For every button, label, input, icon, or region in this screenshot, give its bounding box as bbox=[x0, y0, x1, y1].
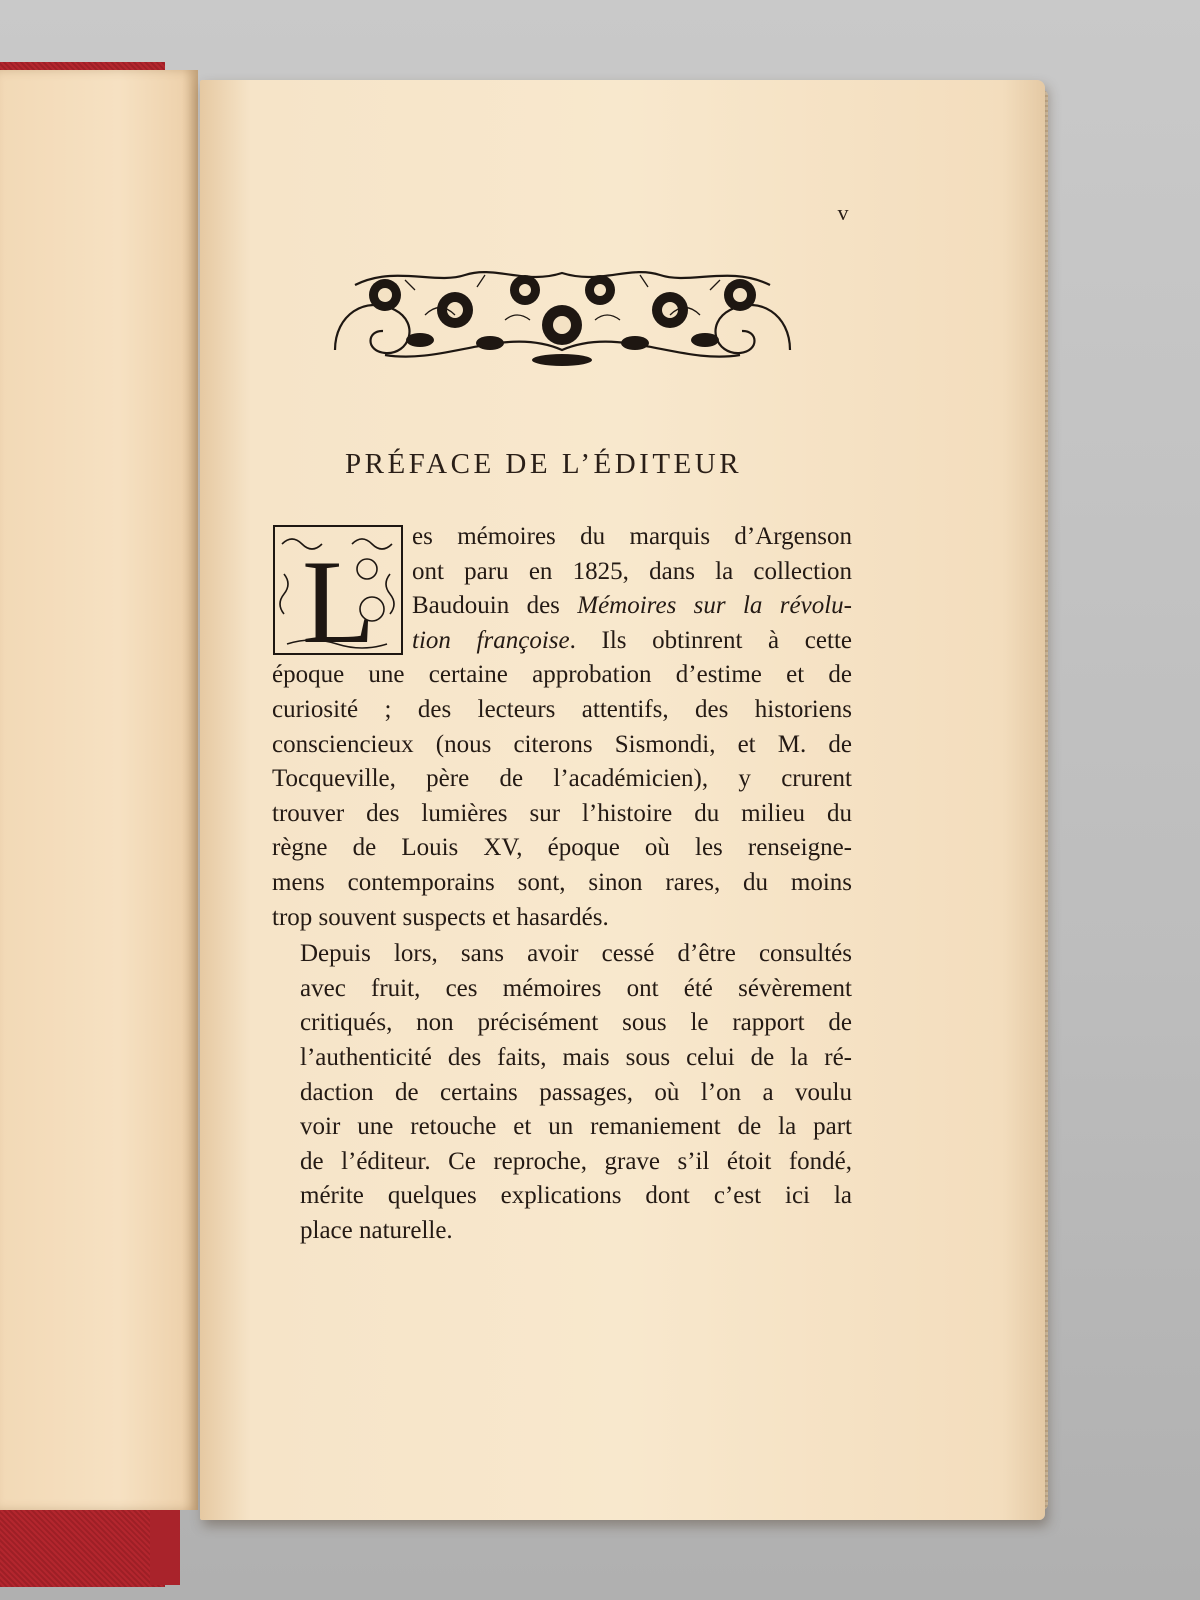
paragraph-2 bbox=[272, 937, 852, 1248]
text-line: consciencieux (nous citerons Sismondi, et M. de bbox=[272, 730, 852, 758]
text-line: Tocqueville, père de l’académicien), y crurent bbox=[272, 765, 852, 793]
ornamental-dropcap bbox=[272, 524, 404, 656]
text-line: règne de Louis XV, époque où les renseigne- bbox=[272, 834, 852, 862]
page-number: v bbox=[837, 200, 849, 225]
italic-book-title: Mémoires sur la révolu- bbox=[577, 592, 852, 620]
text-fragment: . Ils obtinrent à cette bbox=[569, 626, 852, 654]
text-line: trop souvent suspects et hasardés. bbox=[272, 903, 609, 931]
page-title: PRÉFACE DE L’ÉDITEUR bbox=[345, 448, 743, 480]
text-line: es mémoires du marquis d’Argenson bbox=[412, 523, 852, 550]
text-line: Depuis lors, sans avoir cessé d’être consultés bbox=[300, 940, 852, 968]
body-text bbox=[272, 520, 852, 1248]
floral-headpiece-ornament bbox=[325, 255, 800, 373]
italic-book-title-end: tion françoise bbox=[412, 626, 570, 654]
text-line: voir une retouche et un remaniement de la part bbox=[300, 1113, 852, 1141]
dropcap-letter: L bbox=[302, 535, 376, 656]
text-line: avec fruit, ces mémoires ont été sévèrement bbox=[300, 974, 852, 1002]
text-line: daction de certains passages, où l’on a voulu bbox=[300, 1078, 852, 1106]
text-fragment: Baudouin des bbox=[412, 592, 578, 620]
text-line: mens contemporains sont, sinon rares, du moins bbox=[272, 868, 852, 896]
text-line: l’authenticité des faits, mais sous celui de la ré- bbox=[300, 1043, 852, 1071]
text-line: curiosité ; des lecteurs attentifs, des historiens bbox=[272, 695, 852, 723]
text-line: critiqués, non précisément sous le rapport de bbox=[300, 1009, 852, 1037]
text-line: de l’éditeur. Ce reproche, grave s’il étoit fondé, bbox=[300, 1147, 852, 1175]
text-line: place naturelle. bbox=[300, 1216, 453, 1244]
text-line: époque une certaine approbation d’estime et de bbox=[272, 661, 852, 689]
left-page bbox=[0, 70, 198, 1510]
text-line: trouver des lumières sur l’histoire du milieu du bbox=[272, 799, 852, 827]
text-line: mérite quelques explications dont c’est ici la bbox=[300, 1182, 852, 1210]
text-line: ont paru en 1825, dans la collection bbox=[412, 557, 852, 585]
